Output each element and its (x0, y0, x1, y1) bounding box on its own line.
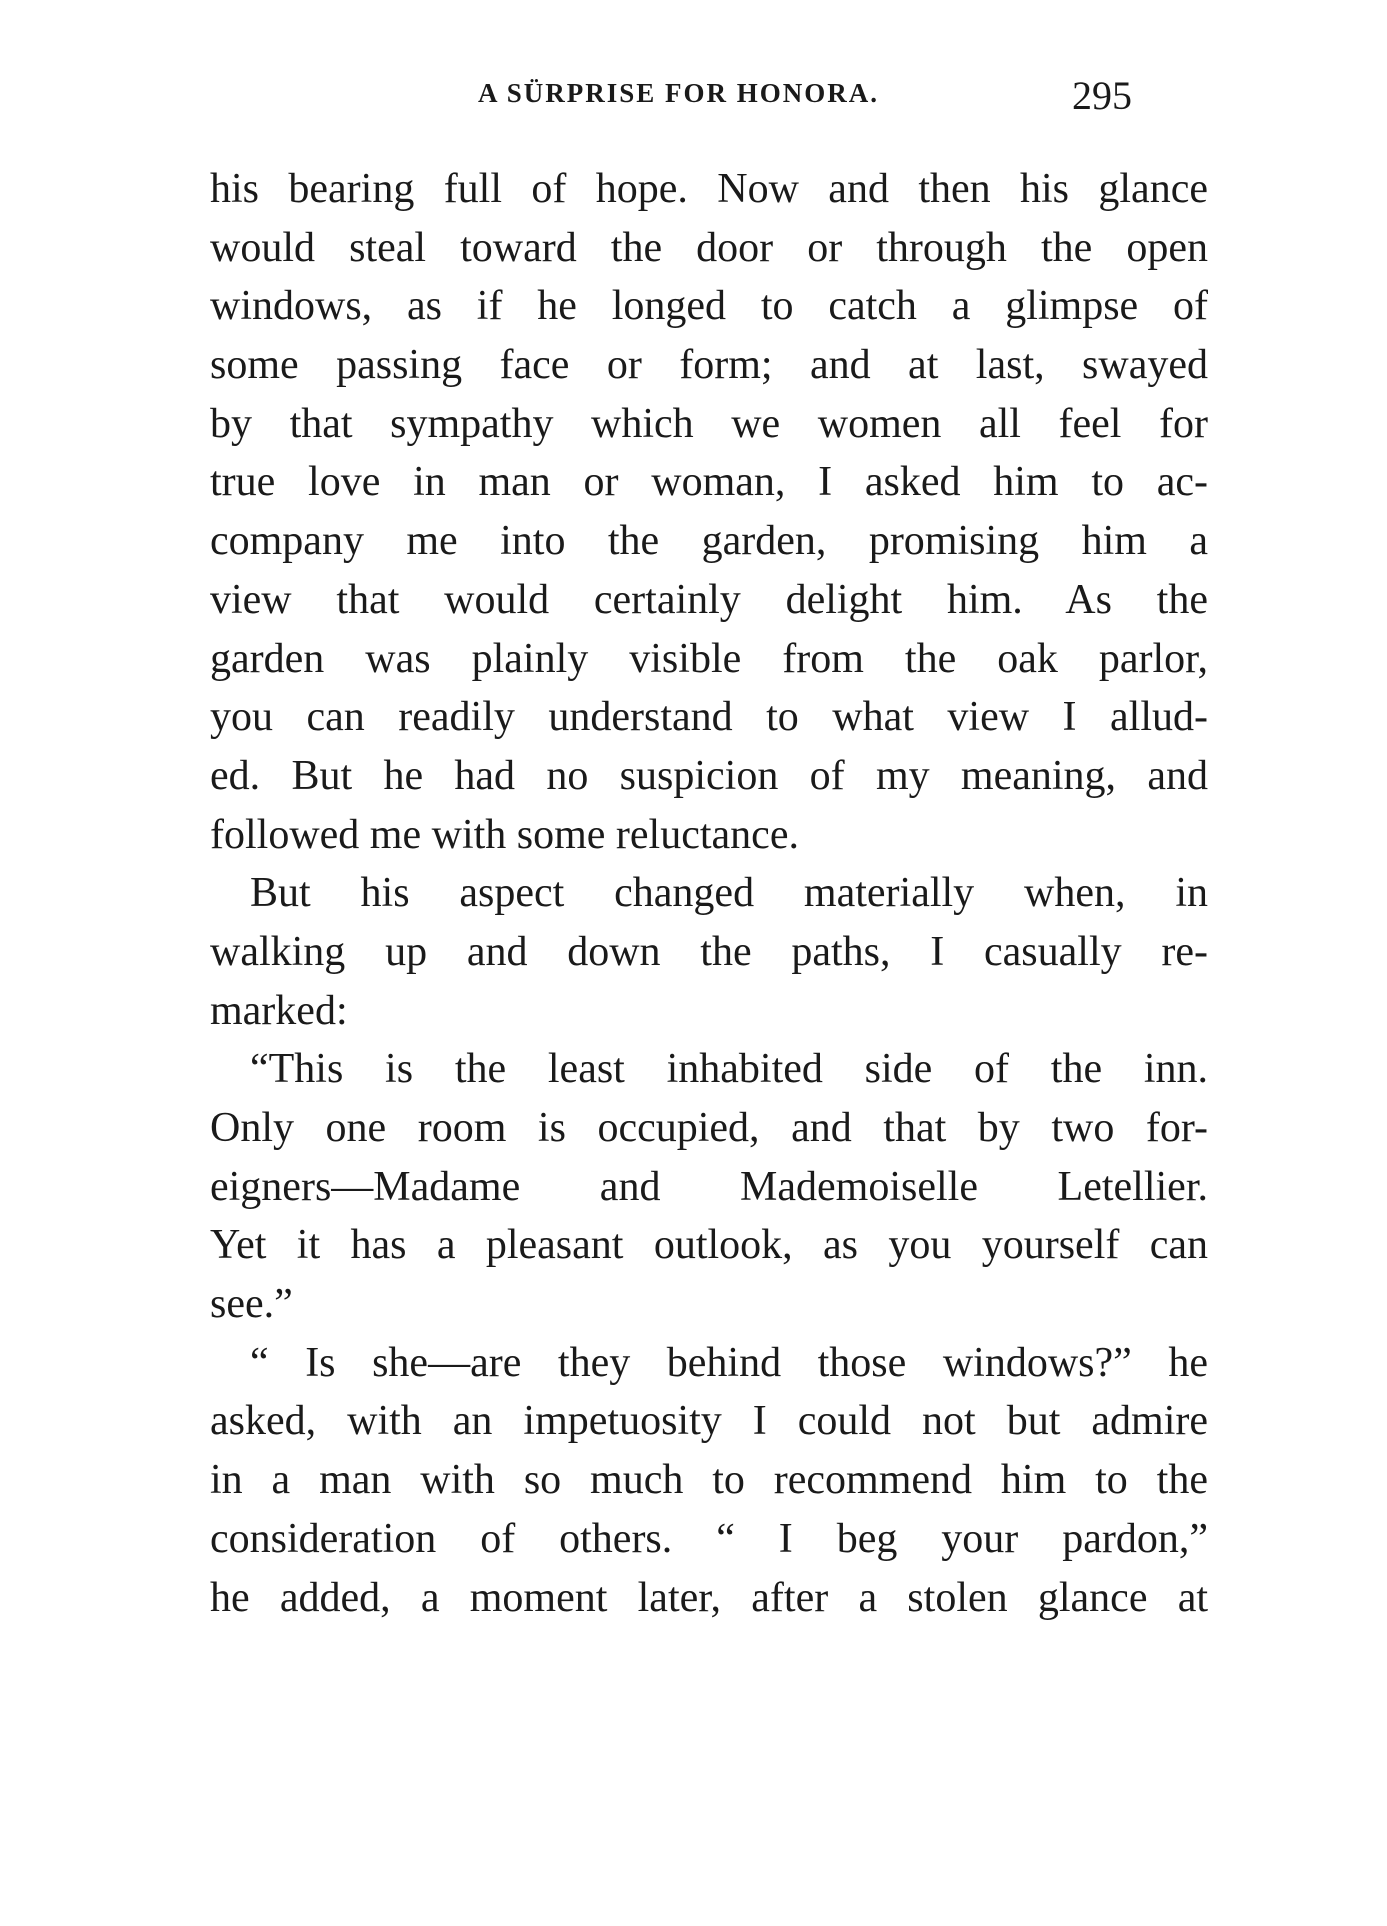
text-line: Only one room is occupied, and that by two for- (210, 1105, 1208, 1151)
text-line: see.” (210, 1281, 293, 1328)
text-line: his bearing full of hope. Now and then his glance (210, 166, 1208, 212)
text-line: walking up and down the paths, I casually re- (210, 928, 1208, 975)
text-line: followed me with some reluctance. (210, 811, 799, 858)
page-number: 295 (1072, 73, 1132, 118)
text-line: you can readily understand to what view I allud- (210, 694, 1208, 741)
text-line: would steal toward the door or through the open (210, 224, 1208, 271)
text-line: he added, a moment later, after a stolen glance at (210, 1574, 1208, 1621)
text-line: asked, with an impetuosity I could not but admire (210, 1398, 1208, 1445)
text-line: consideration of others. “ I beg your pardon,” (210, 1515, 1208, 1562)
text-line: view that would certainly delight him. As the (210, 576, 1208, 623)
running-head (210, 72, 1210, 122)
text-line: marked: (210, 987, 348, 1034)
text-line: ed. But he had no suspicion of my meaning, and (210, 752, 1208, 799)
text-line: by that sympathy which we women all feel for (210, 400, 1208, 447)
text-line: in a man with so much to recommend him to the (210, 1457, 1208, 1504)
text-line: true love in man or woman, I asked him to ac- (210, 459, 1208, 506)
text-line: some passing face or form; and at last, swayed (210, 342, 1208, 389)
text-line: windows, as if he longed to catch a glimpse of (210, 283, 1208, 330)
text-line: company me into the garden, promising him a (210, 518, 1208, 565)
text-line: But his aspect changed materially when, in (250, 870, 1208, 917)
text-line: Yet it has a pleasant outlook, as you yourself can (210, 1222, 1208, 1269)
body-text (210, 160, 1208, 1627)
text-line: “ Is she—are they behind those windows?” he (250, 1339, 1208, 1386)
running-title: A SÜRPRISE FOR HONORA. (478, 78, 880, 108)
text-line: “This is the least inhabited side of the inn. (250, 1046, 1208, 1093)
text-line: eigners—Madame and Mademoiselle Letellier. (210, 1163, 1208, 1210)
text-line: garden was plainly visible from the oak parlor, (210, 635, 1208, 682)
